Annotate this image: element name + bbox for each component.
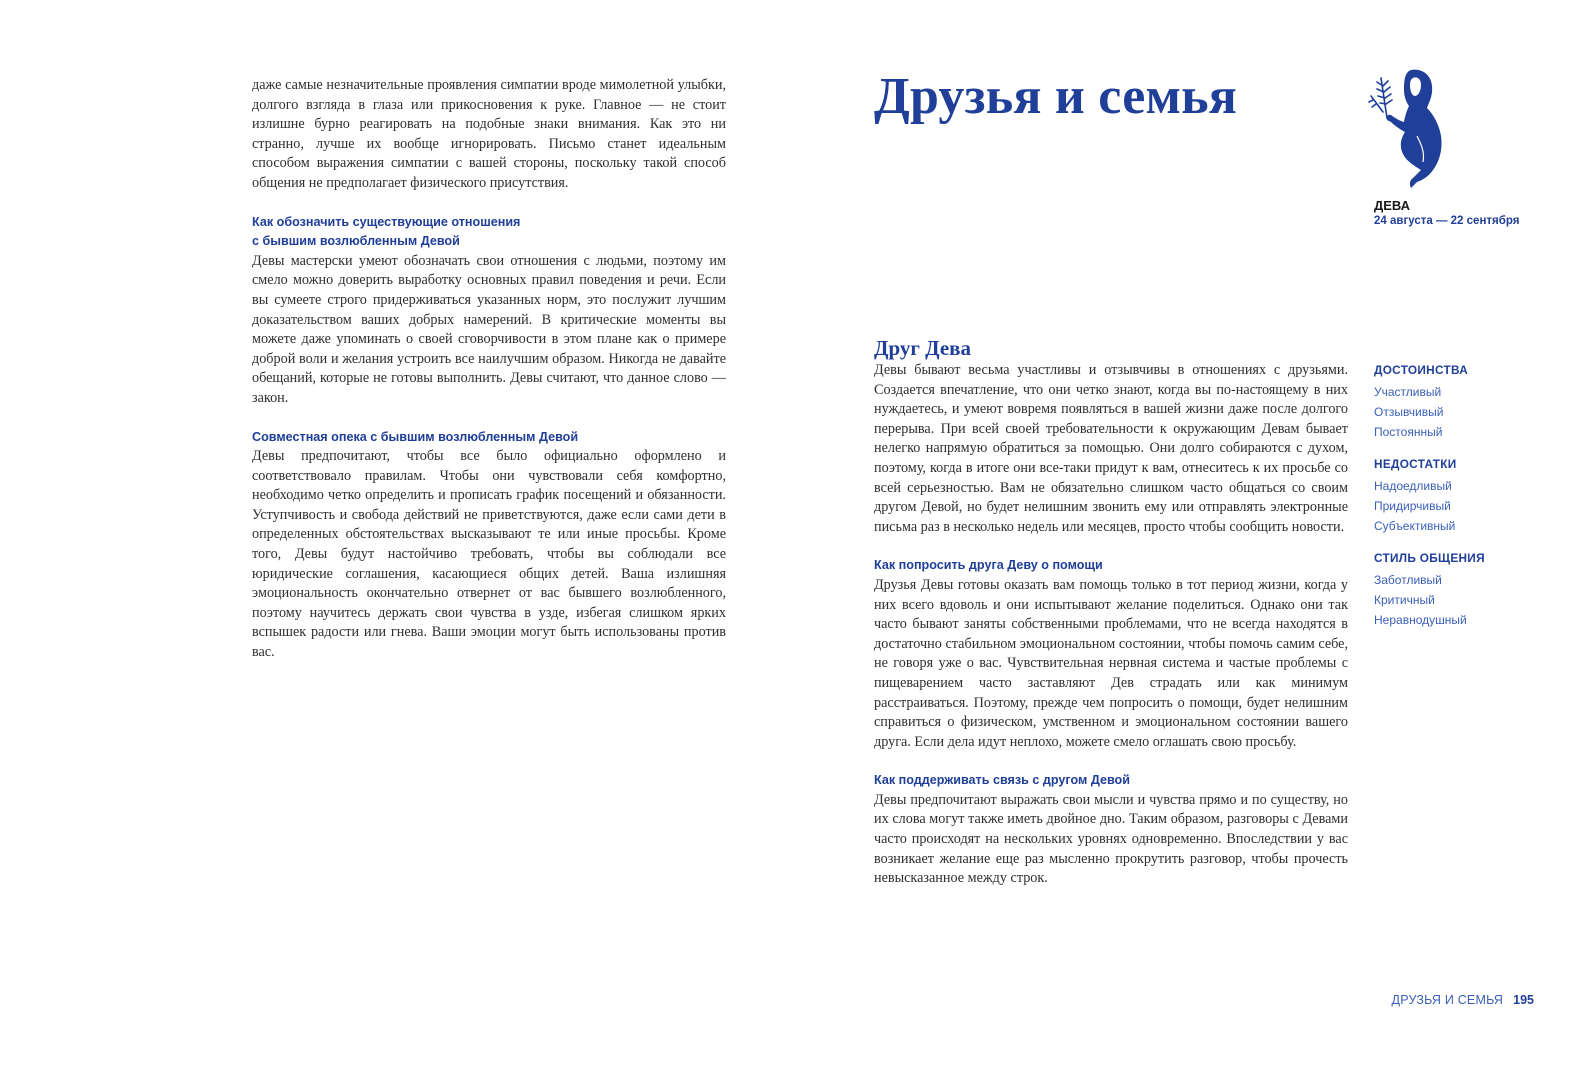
subsection-text-ask-help: Друзья Девы готовы оказать вам помощь только в тот период жизни, когда у них всего вдоволь и они испытывают желание поделиться. Однако они так часто бывают заняты собственными проблемами, что не всегда находятся в достаточно стабильном эмоциональном состоянии, чтобы помочь самим себе, не говоря уже о вас. Чувствительная нервная система и частые проблемы с пищеварением часто заставляют Дев страдать или как минимум расстраиваться. Поэтому, прежде чем попросить о помощи, будет нелишним справиться о физическом, умственном и эмоциональном состоянии вашего друга. Если дела идут неплохо, можете смело оглашать свою просьбу. (874, 576, 1348, 750)
weaknesses-title: НЕДОСТАТКИ (1374, 457, 1457, 471)
section-text-existing-relations: Девы мастерски умеют обозначать свои отношения с людьми, поэтому им смело можно доверить выработку основных правил поведения и речи. Если вы сумеете строго придерживаться указанных норм, это послужит лучшим доказательством ваших добрых намерений. В критические моменты вы можете даже упоминать о своей сговорчивости в этом плане как о примере доброй воли и желания устроить все наилучшим образом. Никогда не давайте обещаний, которые не готовы выполнить. Девы считают, что данное слово — закон. (252, 252, 726, 406)
page-number: 195 (1513, 993, 1534, 1007)
subsection-heading-keep-contact: Как поддерживать связь с другом Девой (874, 773, 1130, 788)
virgo-maiden-icon (1359, 66, 1459, 192)
intro-paragraph: даже самые незначительные проявления симпатии вроде мимолетной улыбки, долгого взгляда в глаза или прикосновения к руке. Главное — не стоит излишне бурно реагировать на подобные знаки внимания. Как это ни странно, лучше их вообще игнорировать. Письмо станет идеальным способом выражения симпатии с вашей стороны, поскольку такой способ общения не предполагает физического присутствия. (252, 77, 726, 191)
running-footer (1334, 993, 1534, 1007)
strength-item: Постоянный (1374, 425, 1443, 439)
section-heading-existing-relations-line2: с бывшим возлюбленным Девой (252, 234, 460, 249)
section-heading-joint-custody: Совместная опека с бывшим возлюбленным Девой (252, 429, 579, 444)
communication-style-group (1374, 550, 1544, 630)
strength-item: Отзывчивый (1374, 405, 1444, 419)
subsection-text-keep-contact: Девы предпочитают выражать свои мысли и чувства прямо и по существу, но их слова могут также иметь двойное дно. Таким образом, разговоры с Девами часто происходят на нескольких уровнях одновременно. Впоследствии у вас возникает желание еще раз мысленно прокрутить разговор, чтобы прочесть невысказанное между строк. (874, 791, 1348, 887)
weakness-item: Надоедливый (1374, 479, 1452, 493)
section-heading-friend: Друг Дева (874, 336, 972, 360)
strength-item: Участливый (1374, 385, 1442, 399)
style-item: Критичный (1374, 593, 1435, 607)
section-text-friend: Девы бывают весьма участливы и отзывчивы в отношениях с друзьями. Создается впечатление, что они четко знают, когда вы по-настоящему в них нуждаетесь, и умеют вовремя появляться в вашей жизни даже после долгого перерыва. При всей своей требовательности к окружающим Девам бывает нелегко напрямую обратиться за помощью. Они долго собираются с духом, поэтому, когда в итоге они все-таки придут к вам, отнеситесь к их просьбе со всей серьезностью. Вам не обязательно слишком часто общаться со своим другом Девой, но будет нелишним звонить ему или отправлять электронные письма раз в несколько недель или месяцев, просто чтобы сообщить новости. (874, 362, 1348, 535)
sign-name: ДЕВА (1374, 198, 1411, 213)
section-heading-existing-relations-line1: Как обозначить существующие отношения (252, 214, 521, 229)
right-page (794, 0, 1588, 1080)
subsection-heading-ask-help: Как попросить друга Деву о помощи (874, 558, 1103, 573)
communication-style-title: СТИЛЬ ОБЩЕНИЯ (1374, 551, 1485, 565)
weaknesses-group (1374, 456, 1544, 536)
footer-title: ДРУЗЬЯ И СЕМЬЯ (1391, 993, 1504, 1007)
traits-sidebar (1374, 362, 1544, 644)
style-item: Неравнодушный (1374, 613, 1467, 627)
sign-dates: 24 августа — 22 сентября (1374, 215, 1520, 227)
chapter-title: Друзья и семья (874, 68, 1238, 125)
weakness-item: Субъективный (1374, 519, 1456, 533)
strengths-title: ДОСТОИНСТВА (1374, 363, 1469, 377)
weakness-item: Придирчивый (1374, 499, 1451, 513)
style-item: Заботливый (1374, 573, 1442, 587)
section-text-joint-custody: Девы предпочитают, чтобы все было официально оформлено и соответствовало правилам. Чтобы они чувствовали себя комфортно, необходимо четко определить и прописать график посещений и обязанности. Уступчивость и свобода действий не приветствуются, даже если сами дети в определенных обстоятельствах высказывают те или иные просьбы. Кроме того, Девы будут настойчиво требовать, чтобы вы соблюдали все юридические соглашения, касающиеся общих детей. Ваша излишняя эмоциональность окончательно отвернет от вас бывшего возлюбленного, поэтому научитесь держать свои чувства в узде, избегая слишком ярких вспышек радости или гнева. Ваши эмоции могут быть использованы против вас. (252, 448, 726, 661)
left-text-column (252, 76, 726, 663)
strengths-group (1374, 362, 1544, 442)
right-text-column (874, 361, 1348, 889)
